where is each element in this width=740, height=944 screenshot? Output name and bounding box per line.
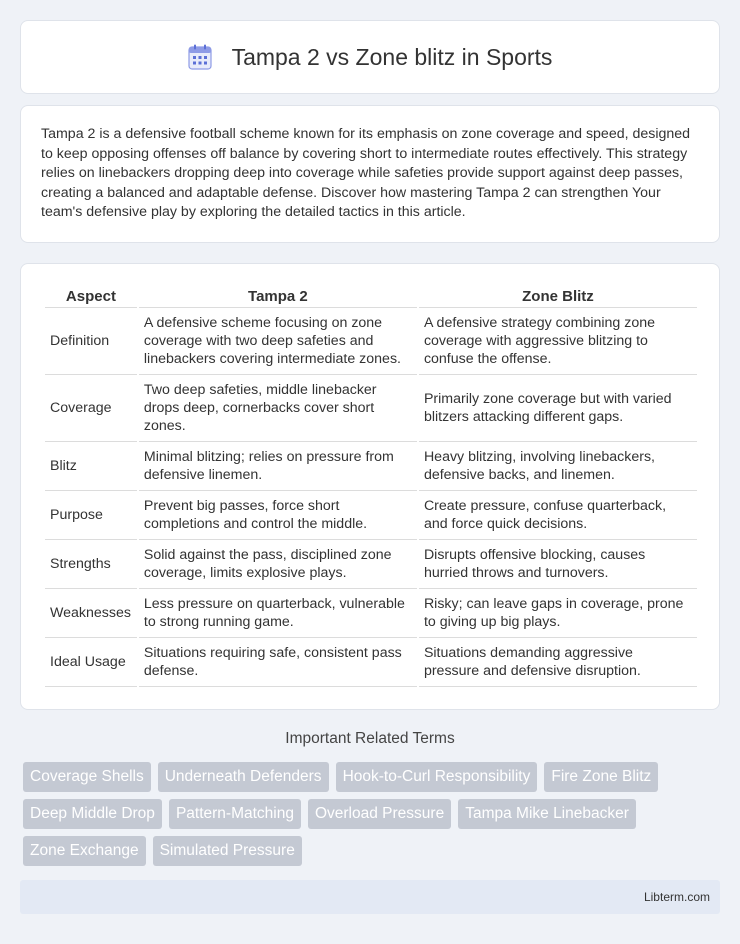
- page-title: Tampa 2 vs Zone blitz in Sports: [231, 43, 553, 70]
- table-row: [45, 491, 697, 540]
- table-row: [45, 540, 697, 589]
- related-term-tag[interactable]: Overload Pressure: [308, 799, 451, 829]
- related-term-tag[interactable]: Hook-to-Curl Responsibility: [336, 762, 538, 792]
- row-aspect: Coverage: [45, 375, 137, 442]
- row-aspect: Blitz: [45, 442, 137, 491]
- row-zone-blitz: A defensive strategy combining zone coverage with aggressive blitzing to confuse the offense.: [419, 308, 697, 375]
- row-tampa-2: Solid against the pass, disciplined zone coverage, limits explosive plays.: [139, 540, 417, 589]
- row-tampa-2: Prevent big passes, force short completions and control the middle.: [139, 491, 417, 540]
- intro-card: [20, 105, 720, 243]
- related-term-tag[interactable]: Pattern-Matching: [169, 799, 301, 829]
- row-aspect: Definition: [45, 308, 137, 375]
- row-tampa-2: Less pressure on quarterback, vulnerable to strong running game.: [139, 589, 417, 638]
- table-row: [45, 638, 697, 687]
- comparison-table: [43, 284, 699, 687]
- related-term-tag[interactable]: Zone Exchange: [23, 836, 146, 866]
- row-zone-blitz: Primarily zone coverage but with varied blitzers attacking different gaps.: [419, 375, 697, 442]
- row-aspect: Ideal Usage: [45, 638, 137, 687]
- row-aspect: Purpose: [45, 491, 137, 540]
- table-row: [45, 442, 697, 491]
- related-term-tag[interactable]: Simulated Pressure: [153, 836, 302, 866]
- related-term-tag[interactable]: Coverage Shells: [23, 762, 151, 792]
- row-zone-blitz: Create pressure, confuse quarterback, and force quick decisions.: [419, 491, 697, 540]
- table-row: [45, 589, 697, 638]
- row-zone-blitz: Heavy blitzing, involving linebackers, defensive backs, and linemen.: [419, 442, 697, 491]
- row-zone-blitz: Risky; can leave gaps in coverage, prone to giving up big plays.: [419, 589, 697, 638]
- comparison-card: [20, 263, 720, 710]
- header-card: [20, 20, 720, 94]
- row-tampa-2: Situations requiring safe, consistent pass defense.: [139, 638, 417, 687]
- row-aspect: Strengths: [45, 540, 137, 589]
- row-tampa-2: A defensive scheme focusing on zone coverage with two deep safeties and linebackers covering intermediate zones.: [139, 308, 417, 375]
- related-term-tag[interactable]: Tampa Mike Linebacker: [458, 799, 636, 829]
- table-row: [45, 375, 697, 442]
- footer: [20, 880, 720, 914]
- footer-site-link[interactable]: Libterm.com: [643, 890, 710, 904]
- header-aspect: Aspect: [45, 284, 137, 308]
- table-header-row: [45, 284, 697, 308]
- intro-paragraph: Tampa 2 is a defensive football scheme known for its emphasis on zone coverage and speed, designed to keep opposing offenses off balance by covering short to intermediate routes effectively. This strategy relies on linebackers dropping deep into coverage while safeties provide support against deep passes, creating a balanced and adaptable defense. Discover how mastering Tampa 2 can strengthen Your team's defensive play by exploring the detailed tactics in this article.: [41, 126, 691, 221]
- row-tampa-2: Two deep safeties, middle linebacker drops deep, cornerbacks cover short zones.: [139, 375, 417, 442]
- row-zone-blitz: Disrupts offensive blocking, causes hurried throws and turnovers.: [419, 540, 697, 589]
- table-row: [45, 308, 697, 375]
- row-aspect: Weaknesses: [45, 589, 137, 638]
- header-tampa-2: Tampa 2: [139, 284, 417, 308]
- row-zone-blitz: Situations demanding aggressive pressure and defensive disruption.: [419, 638, 697, 687]
- related-term-tag[interactable]: Fire Zone Blitz: [544, 762, 658, 792]
- related-terms-title: Important Related Terms: [285, 730, 455, 747]
- related-terms-list: [23, 762, 713, 866]
- calendar-icon: [188, 44, 212, 70]
- related-term-tag[interactable]: Deep Middle Drop: [23, 799, 162, 829]
- header-zone-blitz: Zone Blitz: [419, 284, 697, 308]
- row-tampa-2: Minimal blitzing; relies on pressure from defensive linemen.: [139, 442, 417, 491]
- related-term-tag[interactable]: Underneath Defenders: [158, 762, 329, 792]
